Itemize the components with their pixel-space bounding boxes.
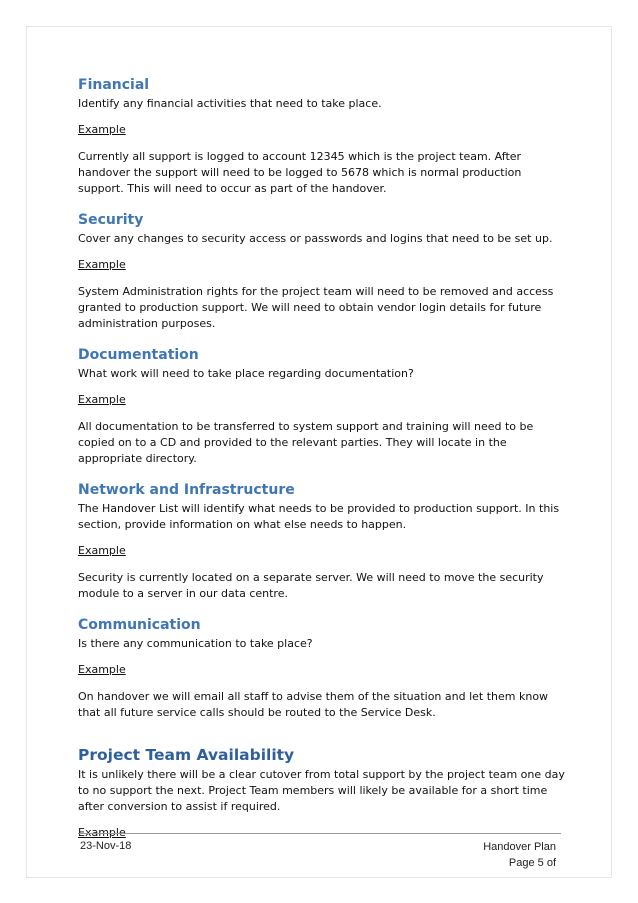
page-content: [78, 76, 568, 852]
example-label: Example: [78, 826, 126, 839]
example-label: Example: [78, 258, 126, 271]
footer-divider: [78, 833, 561, 834]
footer-right: [483, 839, 556, 871]
example-label: Example: [78, 544, 126, 557]
section-financial: [78, 76, 568, 197]
example-text: On handover we will email all staff to advise them of the situation and let them know that all future service calls should be routed to the Service Desk.: [78, 690, 549, 719]
section-heading: Financial: [78, 77, 150, 93]
example-label: Example: [78, 663, 126, 676]
section-network: [78, 481, 568, 602]
section-availability: [78, 745, 568, 841]
example-label: Example: [78, 123, 126, 136]
section-intro: Is there any communication to take place?: [78, 637, 313, 650]
section-intro: It is unlikely there will be a clear cutover from total support by the project team one day to no support the next. Project Team members will likely be available for a short time after conversion to assist if required.: [78, 768, 565, 813]
example-label: Example: [78, 393, 126, 406]
footer-date: 23-Nov-18: [80, 840, 132, 852]
section-heading: Project Team Availability: [78, 746, 295, 764]
section-intro: What work will need to take place regarding documentation?: [78, 367, 414, 380]
example-text: All documentation to be transferred to system support and training will need to be copied on to a CD and provided to the relevant parties. They will locate in the appropriate directory.: [78, 420, 534, 465]
example-text: System Administration rights for the project team will need to be removed and access granted to production support. We will need to obtain vendor login details for future administration purposes.: [78, 285, 554, 330]
footer-page-number: Page 5 of: [508, 857, 556, 869]
example-text: Security is currently located on a separate server. We will need to move the security module to a server in our data centre.: [78, 571, 544, 600]
section-heading: Security: [78, 212, 144, 228]
footer-doc-title: Handover Plan: [483, 841, 556, 853]
section-documentation: [78, 346, 568, 467]
example-text: Currently all support is logged to account 12345 which is the project team. After handover the support will need to be logged to 5678 which is normal production support. This will need to occur as part of the handover.: [78, 150, 522, 195]
section-security: [78, 211, 568, 332]
section-intro: Identify any financial activities that need to take place.: [78, 97, 382, 110]
section-heading: Network and Infrastructure: [78, 482, 295, 498]
section-communication: [78, 616, 568, 721]
section-heading: Documentation: [78, 347, 199, 363]
section-heading: Communication: [78, 617, 201, 633]
section-intro: The Handover List will identify what needs to be provided to production support. In this section, provide information on what else needs to happen.: [78, 502, 560, 531]
section-intro: Cover any changes to security access or passwords and logins that need to be set up.: [78, 232, 553, 245]
